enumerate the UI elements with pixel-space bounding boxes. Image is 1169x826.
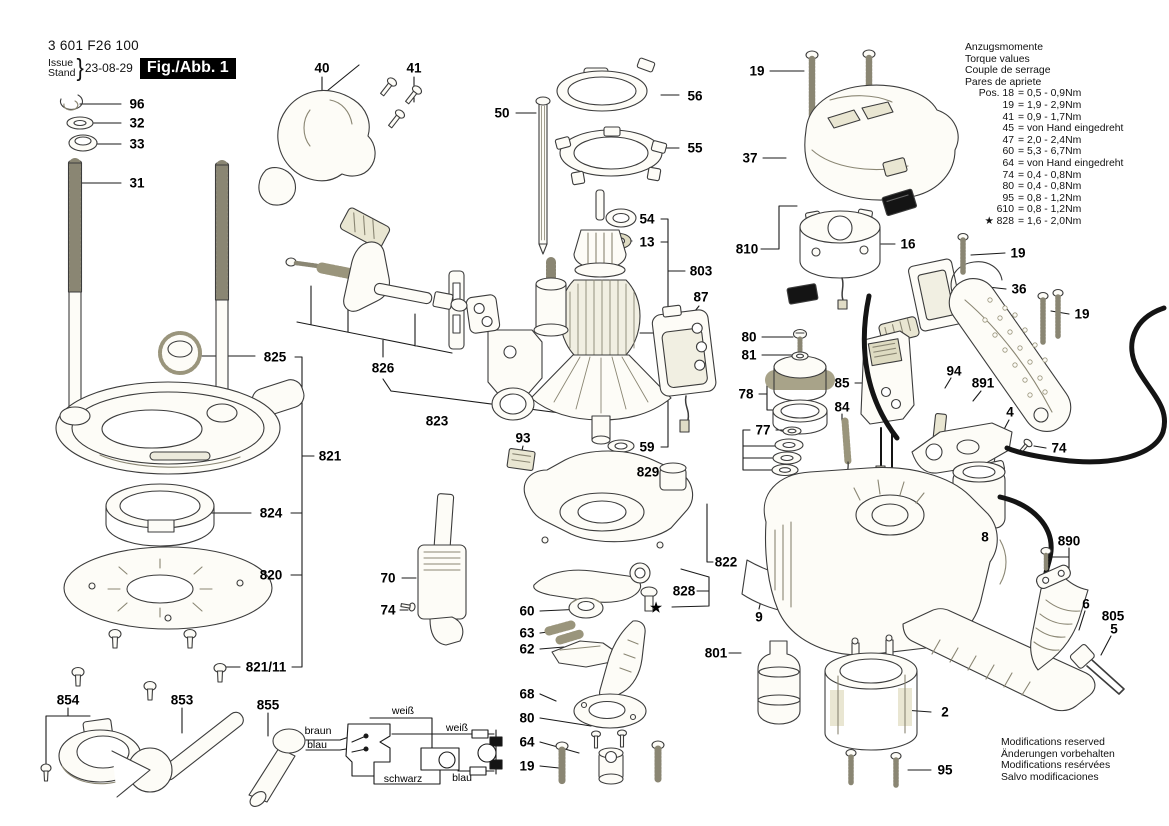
modifications-line: Modifications reserved bbox=[1001, 737, 1105, 748]
torque-row bbox=[965, 181, 1123, 193]
type-number: 3 601 F26 100 bbox=[48, 38, 139, 53]
part-label-: ★ bbox=[649, 600, 663, 615]
part-label-821: 821 bbox=[318, 448, 342, 464]
carbon-brush-low bbox=[787, 284, 818, 305]
torque-pos: 610 bbox=[996, 204, 1014, 216]
part-label-805: 805 bbox=[1101, 608, 1125, 624]
torque-values-note bbox=[965, 42, 1123, 228]
part-label-822: 822 bbox=[714, 554, 738, 570]
torque-row bbox=[965, 170, 1123, 182]
wire-label-blau: blau bbox=[307, 739, 327, 751]
torque-row bbox=[965, 146, 1123, 158]
speed-module-87 bbox=[650, 302, 716, 432]
torque-note-titles bbox=[965, 42, 1123, 88]
part-label-80: 80 bbox=[519, 710, 535, 726]
part-label-82111: 821/11 bbox=[245, 659, 287, 675]
issue-date: 23-08-29 bbox=[84, 61, 133, 75]
modifications-note bbox=[1001, 737, 1115, 783]
issue-stand-label: Issue Stand bbox=[48, 57, 76, 79]
knob-78 bbox=[773, 356, 827, 434]
retainer-clip-96 bbox=[60, 95, 82, 110]
part-label-63: 63 bbox=[519, 625, 535, 641]
part-label-87: 87 bbox=[693, 289, 709, 305]
switch-85 bbox=[861, 316, 920, 480]
part-label-95: 95 bbox=[937, 762, 953, 778]
part-label-9: 9 bbox=[755, 609, 763, 625]
torque-pos: ★ 828 bbox=[984, 215, 1014, 227]
wire-label-weiß: weiß bbox=[445, 722, 469, 734]
clamp-shoe-62 bbox=[552, 641, 616, 667]
part-label-19: 19 bbox=[749, 63, 765, 79]
part-label-5: 5 bbox=[1110, 621, 1118, 637]
part-label-70: 70 bbox=[380, 570, 396, 586]
part-label-56: 56 bbox=[687, 88, 703, 104]
part-label-60: 60 bbox=[519, 603, 535, 619]
ring-33 bbox=[69, 135, 97, 151]
torque-row bbox=[965, 204, 1123, 216]
part-label-78: 78 bbox=[738, 386, 754, 402]
torque-title-line: Anzugsmomente bbox=[965, 42, 1043, 53]
springs-63 bbox=[549, 625, 580, 640]
router-base-821 bbox=[56, 377, 307, 474]
screw-80-right bbox=[794, 330, 807, 353]
part-label-54: 54 bbox=[639, 211, 655, 227]
part-label-96: 96 bbox=[129, 96, 145, 112]
part-label-826: 826 bbox=[371, 360, 395, 376]
bearing-cover-40 bbox=[259, 90, 391, 249]
sub-base-ring-824 bbox=[106, 484, 214, 546]
washer-stack-77 bbox=[772, 427, 803, 476]
cover-screws-41 bbox=[378, 76, 423, 130]
part-label-855: 855 bbox=[256, 697, 280, 713]
part-label-19: 19 bbox=[1074, 306, 1090, 322]
torque-row bbox=[965, 193, 1123, 205]
torque-title-line: Torque values bbox=[965, 53, 1030, 65]
part-label-64: 64 bbox=[519, 734, 535, 750]
torque-pos: 45 bbox=[1002, 123, 1014, 135]
part-label-74: 74 bbox=[380, 602, 396, 618]
screws-80-center bbox=[592, 730, 627, 748]
part-label-50: 50 bbox=[494, 105, 510, 121]
torque-row bbox=[965, 158, 1123, 170]
part-label-801: 801 bbox=[704, 645, 728, 661]
plunge-group-823-826 bbox=[286, 242, 568, 420]
figure-badge: Fig./Abb. 1 bbox=[140, 58, 236, 79]
washer-81 bbox=[792, 352, 808, 360]
wire-label-schwarz: schwarz bbox=[383, 773, 423, 785]
part-label-19: 19 bbox=[519, 758, 535, 774]
torque-row bbox=[965, 216, 1123, 228]
torque-title-line: Couple de serrage bbox=[965, 65, 1051, 77]
clip-93 bbox=[507, 448, 535, 470]
part-label-820: 820 bbox=[259, 567, 283, 583]
part-label-81: 81 bbox=[741, 347, 757, 363]
part-label-853: 853 bbox=[170, 692, 194, 708]
bearing-flange-822 bbox=[524, 451, 692, 548]
part-label-19: 19 bbox=[1010, 245, 1026, 261]
torque-value: = 0,5 - 0,9Nm bbox=[1018, 88, 1082, 100]
part-label-890: 890 bbox=[1057, 533, 1081, 549]
brush-plate-55 bbox=[555, 127, 667, 185]
modifications-line: Änderungen vorbehalten bbox=[1001, 748, 1115, 760]
part-label-16: 16 bbox=[900, 236, 916, 252]
guide-plate-68 bbox=[574, 694, 646, 728]
part-label-803: 803 bbox=[689, 263, 713, 279]
torque-pos: 74 bbox=[1002, 169, 1014, 181]
torque-pos: 64 bbox=[1002, 157, 1014, 169]
part-label-854: 854 bbox=[56, 692, 80, 708]
part-label-33: 33 bbox=[129, 136, 145, 152]
base-plate-820 bbox=[64, 547, 272, 629]
wire-label-blau: blau bbox=[452, 772, 472, 784]
torque-value: = 0,4 - 0,8Nm bbox=[1018, 169, 1082, 181]
part-label-31: 31 bbox=[129, 175, 145, 191]
torque-note-rows bbox=[965, 88, 1123, 227]
part-label-93: 93 bbox=[515, 430, 531, 446]
part-label-84: 84 bbox=[834, 399, 850, 415]
torque-row bbox=[965, 123, 1123, 135]
torque-pos: 95 bbox=[1002, 192, 1014, 204]
part-label-824: 824 bbox=[259, 505, 283, 521]
torque-pos: Pos. 18 bbox=[978, 88, 1014, 100]
tamp-handle-855 bbox=[247, 729, 305, 809]
torque-pos: 47 bbox=[1002, 134, 1014, 146]
depth-knob-825 bbox=[159, 332, 201, 374]
part-label-891: 891 bbox=[971, 375, 995, 391]
motor-cap-37 bbox=[805, 85, 958, 200]
torque-row bbox=[965, 100, 1123, 112]
part-label-77: 77 bbox=[755, 422, 771, 438]
brace-glyph: } bbox=[76, 53, 84, 82]
torque-value: = 1,6 - 2,0Nm bbox=[1018, 215, 1082, 227]
wire-label-braun: braun bbox=[304, 725, 332, 737]
torque-value: = 0,9 - 1,7Nm bbox=[1018, 111, 1082, 123]
title-block bbox=[48, 38, 236, 81]
part-label-32: 32 bbox=[129, 115, 145, 131]
torque-pos: 80 bbox=[1002, 181, 1014, 193]
torque-title-line: Pares de apriete bbox=[965, 76, 1042, 88]
spindle-rod-50 bbox=[536, 97, 550, 254]
part-label-4: 4 bbox=[1006, 404, 1014, 420]
part-label-8: 8 bbox=[981, 529, 989, 545]
part-label-829: 829 bbox=[636, 464, 660, 480]
bearing-54 bbox=[606, 209, 636, 227]
base-screws-821-11 bbox=[72, 630, 226, 701]
threaded-columns-31 bbox=[69, 160, 229, 420]
torque-value: = 0,4 - 0,8Nm bbox=[1018, 181, 1082, 193]
torque-row bbox=[965, 112, 1123, 124]
part-label-59: 59 bbox=[639, 439, 655, 455]
air-deflector-56 bbox=[557, 58, 655, 111]
part-label-825: 825 bbox=[263, 349, 287, 365]
modifications-line: Salvo modificaciones bbox=[1001, 771, 1099, 783]
part-label-828: 828 bbox=[672, 583, 696, 599]
part-label-74: 74 bbox=[1051, 440, 1067, 456]
torque-value: = 0,8 - 1,2Nm bbox=[1018, 204, 1082, 216]
part-label-40: 40 bbox=[314, 60, 330, 76]
slider-70 bbox=[418, 494, 466, 645]
part-label-85: 85 bbox=[834, 375, 850, 391]
torque-value: = 5,3 - 6,7Nm bbox=[1018, 146, 1082, 158]
part-label-823: 823 bbox=[425, 413, 449, 429]
collet-nut-60 bbox=[569, 598, 603, 618]
torque-pos: 60 bbox=[1002, 146, 1014, 158]
bottle-801 bbox=[758, 641, 800, 724]
torque-value: = 2,0 - 2,4Nm bbox=[1018, 134, 1082, 146]
part-label-80: 80 bbox=[741, 329, 757, 345]
part-label-2: 2 bbox=[941, 704, 949, 720]
torque-row bbox=[965, 88, 1123, 100]
part-label-68: 68 bbox=[519, 686, 535, 702]
torque-pos: 19 bbox=[1002, 99, 1014, 111]
washer-59 bbox=[608, 440, 634, 452]
wire-label-weiß: weiß bbox=[391, 705, 415, 717]
washer-32 bbox=[67, 117, 93, 129]
torque-value: = 0,8 - 1,2Nm bbox=[1018, 192, 1082, 204]
collet-64 bbox=[599, 748, 623, 784]
torque-value: = 1,9 - 2,9Nm bbox=[1018, 99, 1082, 111]
screws-95 bbox=[846, 750, 901, 786]
torque-row bbox=[965, 135, 1123, 147]
part-label-810: 810 bbox=[735, 241, 759, 257]
part-label-94: 94 bbox=[946, 363, 962, 379]
part-label-13: 13 bbox=[639, 234, 655, 250]
torque-pos: 41 bbox=[1002, 111, 1014, 123]
torque-value: = von Hand eingedreht bbox=[1018, 157, 1124, 169]
modifications-line: Modifications resérvées bbox=[1001, 760, 1111, 772]
part-label-55: 55 bbox=[687, 140, 703, 156]
part-label-36: 36 bbox=[1011, 281, 1027, 297]
part-label-62: 62 bbox=[519, 641, 535, 657]
part-label-6: 6 bbox=[1082, 596, 1090, 612]
part-label-37: 37 bbox=[742, 150, 758, 166]
part-label-41: 41 bbox=[406, 60, 422, 76]
torque-value: = von Hand eingedreht bbox=[1018, 123, 1124, 135]
